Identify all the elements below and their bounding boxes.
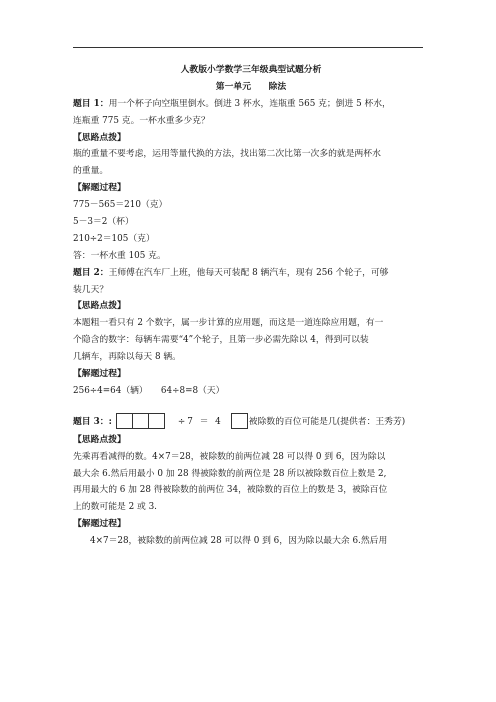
unit-title: 第一单元 除法 — [215, 81, 287, 92]
question-3-hint-line-4: 上的数可能是 2 或 3. — [73, 502, 157, 513]
question-2-text-line-1: 王师傅在汽车厂上班，他每天可装配 8 辆汽车，现有 256 个轮子，可够 — [108, 267, 389, 278]
header-rule — [73, 47, 423, 48]
question-3-hint-line-1: 先乘再看减得的数。4×7＝28，被除数的前两位减 28 可以得 0 到 6，因为除以 — [73, 451, 386, 462]
question-2-hint-line-3: 几辆车，再除以每天 8 辆。 — [73, 352, 181, 363]
question-1-step-3: 210÷2＝105（克） — [73, 233, 155, 244]
question-1-text-line-2: 连瓶重 775 克。一杯水重多少克？ — [73, 115, 210, 126]
dividend-digit-box — [148, 413, 165, 429]
division-equation: ÷7 ＝ 4 — [177, 417, 223, 428]
question-3-label: 题目 3：: — [73, 417, 112, 428]
question-1-hint-line-1: 瓶的重量不要考虑，运用等量代换的方法，找出第二次比第一次多的就是两杯水 — [73, 149, 381, 160]
question-1-answer: 答：一杯水重 105 克。 — [73, 250, 166, 261]
question-1-solution-heading: 【解题过程】 — [73, 183, 126, 194]
question-2-text-line-2: 装几天？ — [73, 284, 109, 295]
question-3-hint-line-3: 再用最大的 6 加 28 得被除数的前两位 34，被除数的百位上的数是 3，被除百位 — [73, 485, 388, 496]
question-3-hint-line-2: 最大余 6.然后用最小 0 加 28 得被除数的前两位是 28 所以被除数百位上数是 2, — [73, 468, 387, 479]
dividend-boxes — [116, 413, 164, 429]
question-1-label: 题目 1： — [73, 98, 109, 109]
question-3-hint-heading: 【思路点拨】 — [73, 434, 126, 445]
document-page — [73, 62, 429, 550]
question-1 — [73, 96, 429, 113]
question-2-hint-line-1: 本题粗一看只有 2 个数字，属一步计算的应用题，而这是一道连除应用题，有一 — [73, 318, 384, 329]
question-3-step-1: 4×7＝28，被除数的前两位减 28 可以得 0 到 6，因为除以最大余 6.然后用 — [90, 536, 388, 547]
question-3-text: 被除数的百位可能是几(提供者：王秀芳) — [248, 417, 406, 428]
question-3-solution-heading: 【解题过程】 — [73, 519, 126, 530]
document-title: 人教版小学数学三年级典型试题分析 — [180, 65, 322, 75]
question-2 — [73, 265, 429, 282]
question-2-hint-line-2: 个隐含的数字：每辆车需要“4”个轮子，且第一步必需先除以 4，得到可以装 — [73, 335, 369, 346]
question-3 — [73, 410, 429, 432]
question-1-step-1: 775－565＝210（克） — [73, 200, 168, 211]
question-1-step-2: 5－3＝2（杯） — [73, 217, 134, 228]
question-1-hint-line-2: 的重量。 — [73, 166, 109, 177]
question-1-hint-heading: 【思路点拨】 — [73, 132, 126, 143]
dividend-digit-box — [116, 413, 133, 429]
dividend-digit-box — [132, 413, 149, 429]
question-2-hint-heading: 【思路点拨】 — [73, 301, 126, 312]
question-2-solution-heading: 【解题过程】 — [73, 369, 126, 380]
remainder-box — [231, 413, 248, 429]
question-1-text-line-1: 用一个杯子向空瓶里倒水。倒进 3 杯水，连瓶重 565 克；倒进 5 杯水， — [108, 98, 391, 109]
question-2-label: 题目 2： — [73, 267, 109, 278]
question-2-step-1: 256÷4=64（辆） 64÷8=8（天） — [73, 385, 225, 396]
